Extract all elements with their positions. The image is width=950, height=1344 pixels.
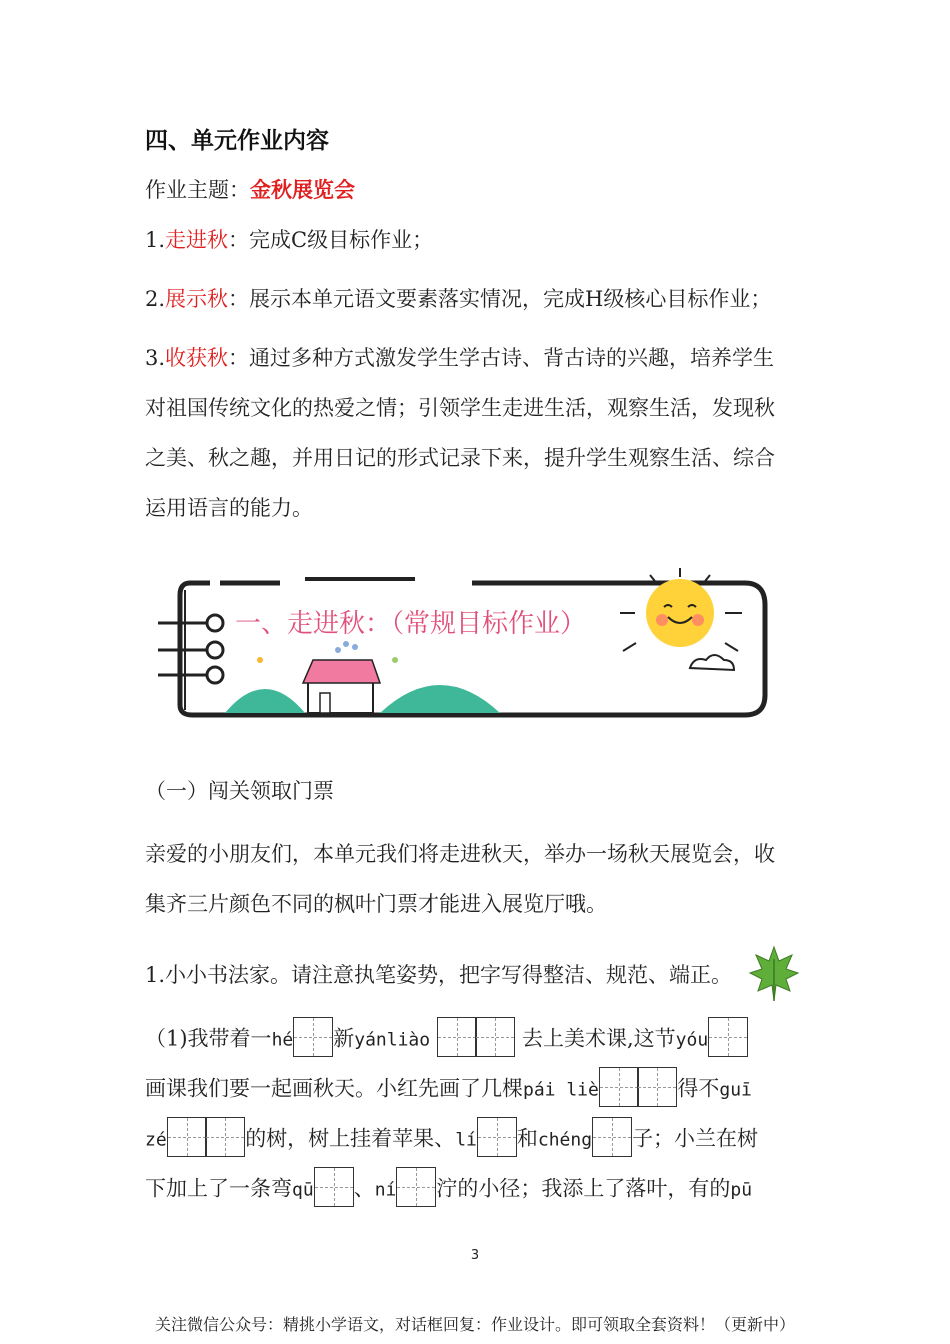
pinyin: pū	[730, 1179, 753, 1201]
writing-box[interactable]	[167, 1117, 207, 1157]
exercise-text: 去上美术课,这节	[521, 1026, 676, 1051]
item-number: 1.	[145, 228, 166, 252]
intro-line-1: 亲爱的小朋友们，本单元我们将走进秋天，举办一场秋天展览会，收	[145, 842, 775, 866]
item-text: ：通过多种方式激发学生学古诗、背古诗的兴趣，培养学生	[228, 346, 775, 370]
writing-box[interactable]	[205, 1117, 245, 1157]
item-name: 收获秋	[165, 346, 229, 370]
subsection-title: （一）闯关领取门票	[145, 779, 334, 803]
banner	[150, 565, 790, 725]
item-number: 3.	[145, 346, 166, 370]
exercise-text: 泞的小径；我添上了落叶，有的	[436, 1176, 731, 1201]
pinyin: pái liè	[523, 1079, 599, 1101]
exercise-line-2	[145, 1073, 752, 1107]
item-name: 展示秋	[165, 287, 229, 311]
pinyin: yóu	[675, 1029, 709, 1051]
page-number: 3	[470, 1248, 480, 1263]
item-3-cont-1: 对祖国传统文化的热爱之情；引领学生走进生活，观察生活，发现秋	[145, 396, 775, 420]
writing-box[interactable]	[437, 1017, 477, 1057]
exercise-text: 得不	[677, 1076, 720, 1101]
exercise-text: 的树，树上挂着苹果、	[245, 1126, 456, 1151]
writing-box[interactable]	[396, 1167, 436, 1207]
item-name: 走进秋	[165, 228, 229, 252]
maple-leaf-icon	[748, 945, 800, 1007]
exercise-text: （1)我带着一	[145, 1026, 272, 1051]
item-3	[145, 343, 774, 373]
section-title: 四、单元作业内容	[145, 128, 329, 154]
task-1: 1.小小书法家。请注意执笔姿势，把字写得整洁、规范、端正。	[145, 963, 733, 987]
banner-title: 一、走进秋：（常规目标作业）	[235, 609, 587, 639]
exercise-text: 下加上了一条弯	[145, 1176, 292, 1201]
exercise-line-4	[145, 1173, 752, 1207]
pinyin: yánliào	[354, 1029, 431, 1051]
exercise-text: 画课我们要一起画秋天。小红先画了几棵	[145, 1076, 523, 1101]
intro-line-2: 集齐三片颜色不同的枫叶门票才能进入展览厅哦。	[145, 892, 607, 916]
item-text: ：展示本单元语文要素落实情况，完成H级核心目标作业；	[228, 287, 772, 311]
writing-box[interactable]	[477, 1117, 517, 1157]
writing-box[interactable]	[708, 1017, 748, 1057]
pinyin: lí	[455, 1129, 477, 1151]
exercise-line-3	[145, 1123, 758, 1157]
writing-box[interactable]	[599, 1067, 639, 1107]
exercise-line-1	[145, 1023, 748, 1057]
exercise-text: 和	[516, 1126, 538, 1151]
writing-box[interactable]	[314, 1167, 354, 1207]
item-number: 2.	[145, 287, 166, 311]
footer-note: 关注微信公众号：精挑小学语文，对话框回复：作业设计。即可领取全套资料！（更新中）	[154, 1315, 795, 1334]
pinyin: ní	[374, 1179, 397, 1201]
exercise-text: 子；小兰在树	[632, 1126, 759, 1151]
pinyin: hé	[271, 1029, 294, 1051]
theme-value: 金秋展览会	[250, 178, 355, 202]
pinyin: guī	[719, 1079, 752, 1101]
theme-label: 作业主题：	[145, 178, 250, 202]
item-1	[145, 225, 433, 255]
theme-line	[145, 175, 355, 205]
item-text: ：完成C级目标作业；	[228, 228, 434, 252]
pinyin: zé	[145, 1129, 167, 1151]
writing-box[interactable]	[293, 1017, 333, 1057]
writing-box[interactable]	[475, 1017, 515, 1057]
exercise-text: 新	[333, 1026, 355, 1051]
item-3-cont-2: 之美、秋之趣，并用日记的形式记录下来，提升学生观察生活、综合	[145, 446, 775, 470]
banner-frame-illustration	[150, 565, 790, 725]
pinyin: chéng	[537, 1129, 593, 1151]
writing-box[interactable]	[592, 1117, 632, 1157]
item-3-cont-3: 运用语言的能力。	[145, 496, 313, 520]
item-2	[145, 284, 771, 314]
exercise-text: 、	[353, 1176, 375, 1201]
pinyin: qū	[292, 1179, 314, 1201]
writing-box[interactable]	[637, 1067, 677, 1107]
